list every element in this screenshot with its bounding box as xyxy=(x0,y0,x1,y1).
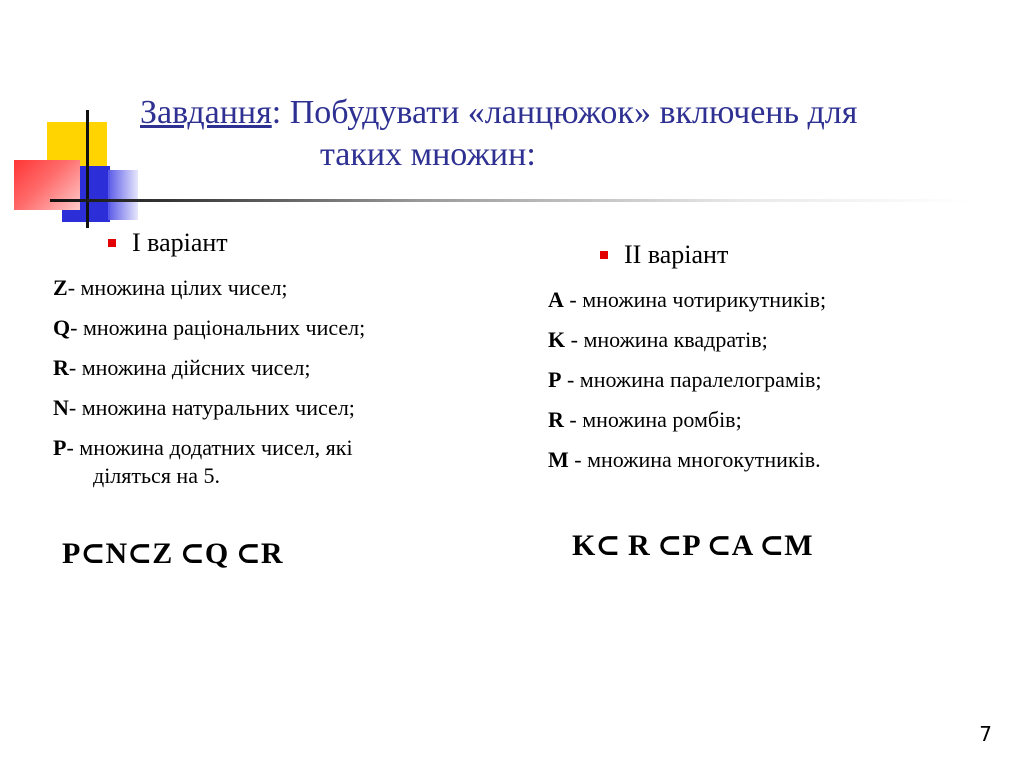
set-symbol: M xyxy=(548,447,569,472)
set-description: - множина многокутників. xyxy=(568,447,821,472)
variant1-list xyxy=(53,268,493,490)
variant1-heading xyxy=(108,228,228,258)
set-description: - множина додатних чисел, які xyxy=(66,435,353,460)
set-description: - множина раціональних чисел; xyxy=(70,315,366,340)
set-description: - множина цілих чисел; xyxy=(67,275,288,300)
list-item xyxy=(548,440,988,480)
set-symbol: P xyxy=(53,435,67,460)
set-symbol: R xyxy=(53,355,69,380)
set-description: - множина дійсних чисел; xyxy=(68,355,311,380)
title-line2: таких множин: xyxy=(320,136,536,173)
list-item xyxy=(53,308,493,348)
set-symbol: N xyxy=(53,395,69,420)
variant1-heading-label: І варіант xyxy=(132,228,228,257)
variant2-list xyxy=(548,280,988,480)
decor-vertical-line xyxy=(86,110,89,228)
list-item xyxy=(53,268,493,308)
list-item xyxy=(548,360,988,400)
variant2-formula: K⊂ R ⊂P ⊂A ⊂M xyxy=(572,529,813,562)
set-symbol: Z xyxy=(53,275,68,300)
set-description: - множина квадратів; xyxy=(565,327,768,352)
list-item xyxy=(548,320,988,360)
list-item xyxy=(548,400,988,440)
set-symbol: P xyxy=(548,367,562,392)
bullet-square-icon xyxy=(600,251,608,259)
set-symbol: K xyxy=(548,327,566,352)
variant2-heading xyxy=(600,240,728,270)
title-text: : Побудувати «ланцюжок» включень для xyxy=(271,94,858,131)
set-description: - множина ромбів; xyxy=(563,407,742,432)
set-description-continuation: діляться на 5. xyxy=(93,463,220,488)
set-symbol: А xyxy=(548,287,564,312)
list-item xyxy=(548,280,988,320)
list-item xyxy=(53,388,493,428)
variant1-formula: P⊂N⊂Z ⊂Q ⊂R xyxy=(62,537,283,570)
page-number: 7 xyxy=(979,722,992,746)
set-description: - множина паралелограмів; xyxy=(561,367,822,392)
set-description: - множина чотирикутників; xyxy=(563,287,827,312)
list-item xyxy=(53,428,493,490)
list-item xyxy=(53,348,493,388)
decor-horizontal-line xyxy=(50,199,970,202)
decor-red-square xyxy=(14,160,80,210)
title-link[interactable]: Завдання xyxy=(140,94,272,131)
set-description: - множина натуральних чисел; xyxy=(68,395,355,420)
decor-blue-fade xyxy=(108,170,138,220)
set-symbol: R xyxy=(548,407,564,432)
variant2-heading-label: ІІ варіант xyxy=(624,240,729,269)
bullet-square-icon xyxy=(108,239,116,247)
set-symbol: Q xyxy=(53,315,71,340)
slide-title xyxy=(140,92,1000,176)
